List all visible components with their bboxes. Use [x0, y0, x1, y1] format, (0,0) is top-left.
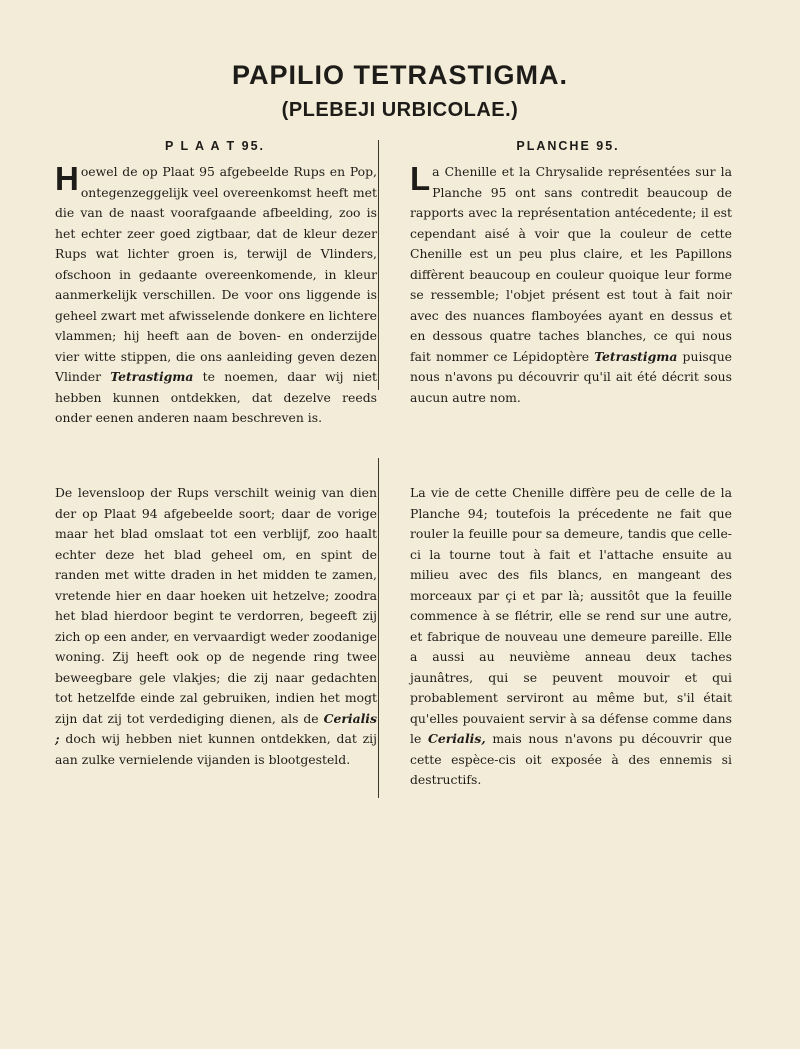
- species-name: Tetrastigma: [594, 348, 678, 364]
- column-divider-bottom: [378, 458, 379, 798]
- paragraph-text: oewel de op Plaat 95 afgebeelde Rups en Pop, ontegenzeggelijk veel overeenkomst heeft met die van de naast voorafgaande afbeelding, zoo is het echter zeer goed zigtbaar, dat de kleur dezer Rups wat lichter groen is, terwijl de Vlinders, ofschoon in gedaante overeenkomende, in kleur aanmerkelijk verschillen. De voor ons liggende is geheel zwart met afwisselende donkere en lichtere vlammen; hij heeft aan de boven- en onderzijde vier witte stippen, die ons aanleiding geven dezen Vlinder: [55, 164, 377, 384]
- left-column-heading: P L A A T 95.: [164, 139, 266, 153]
- dutch-paragraph-1: [55, 162, 377, 429]
- french-paragraph-2: [410, 483, 732, 791]
- paragraph-text: mais nous n'avons pu découvrir que cette espèce-cis oit exposée à des ennemis si destructifs.: [410, 731, 732, 787]
- paragraph-text: De levensloop der Rups verschilt weinig van dien der op Plaat 94 afgebeelde soort; daar de vorige maar het blad omslaat tot een verblijf, zoo haalt echter deze het blad geheel om, en spint de randen met witte draden in het midden te zamen, vretende hier en daar hoeken uit hetzelve; zoodra het blad hierdoor begint te verdorren, begeeft zij zich op een ander, en vervaardigt weder zoodanige woning. Zij heeft ook op de negende ring twee beweegbare gele vlakjes; die zij naar gedachten tot hetzelfde einde zal gebruiken, indien het mogt zijn dat zij tot verdediging dienen, als de: [55, 485, 377, 726]
- paragraph-text: te noemen, daar wij niet hebben kunnen ontdekken, dat dezelve reeds onder eenen anderen naam beschreven is.: [55, 369, 377, 425]
- species-name: Cerialis,: [427, 731, 486, 746]
- species-name: Tetrastigma: [110, 369, 194, 384]
- dropcap-letter: L: [410, 160, 431, 197]
- page-subtitle: (PLEBEJI URBICOLAE.): [281, 99, 519, 121]
- page-title: PAPILIO TETRASTIGMA.: [232, 60, 568, 90]
- paragraph-text: puisque nous n'avons pu découvrir qu'il ait été décrit sous aucun autre nom.: [410, 348, 733, 405]
- paragraph-text: doch wij hebben niet kunnen ontdekken, dat zij aan zulke vernielende vijanden is blootgesteld.: [55, 731, 377, 767]
- right-column-heading: PLANCHE 95.: [516, 139, 620, 153]
- paragraph-text: La vie de cette Chenille diffère peu de celle de la Planche 94; toutefois la précedente ne fait que rouler la feuille pour sa demeure, tandis que celle-ci la tourne tout à fait et l'attache ensuite au milieu avec des fils blancs, en mangeant des morceaux par çi et par là; aussitôt que la feuille commence à se flétrir, elle se rend sur une autre, et fabrique de nouveau une demeure pareille. Elle a aussi au neuvième anneau deux taches jaunâtres, qui se peuvent mouvoir et qui probablement serviront au même but, s'il était qu'elles pouvaient servir à sa défense comme dans le: [410, 485, 732, 746]
- species-name: Cerialis ;: [55, 710, 377, 746]
- paragraph-text: a Chenille et la Chrysalide représentées sur la Planche 95 ont sans contredit beaucoup de rapports avec la représentation antécedente; il est cependant aisé à voir que la couleur de cette Chenille est un peu plus claire, et les Papillons diffèrent beaucoup en couleur quoique leur forme se ressemble; l'objet présent est tout à fait noir avec des nuances flamboyées ayant en dessus et en dessous quatre taches blanches, ce qui nous fait nommer ce Lépidoptère: [410, 164, 732, 364]
- dutch-paragraph-2: [55, 483, 377, 770]
- dropcap-letter: H: [55, 160, 79, 197]
- column-divider-top: [378, 140, 379, 390]
- french-paragraph-1: [410, 162, 732, 408]
